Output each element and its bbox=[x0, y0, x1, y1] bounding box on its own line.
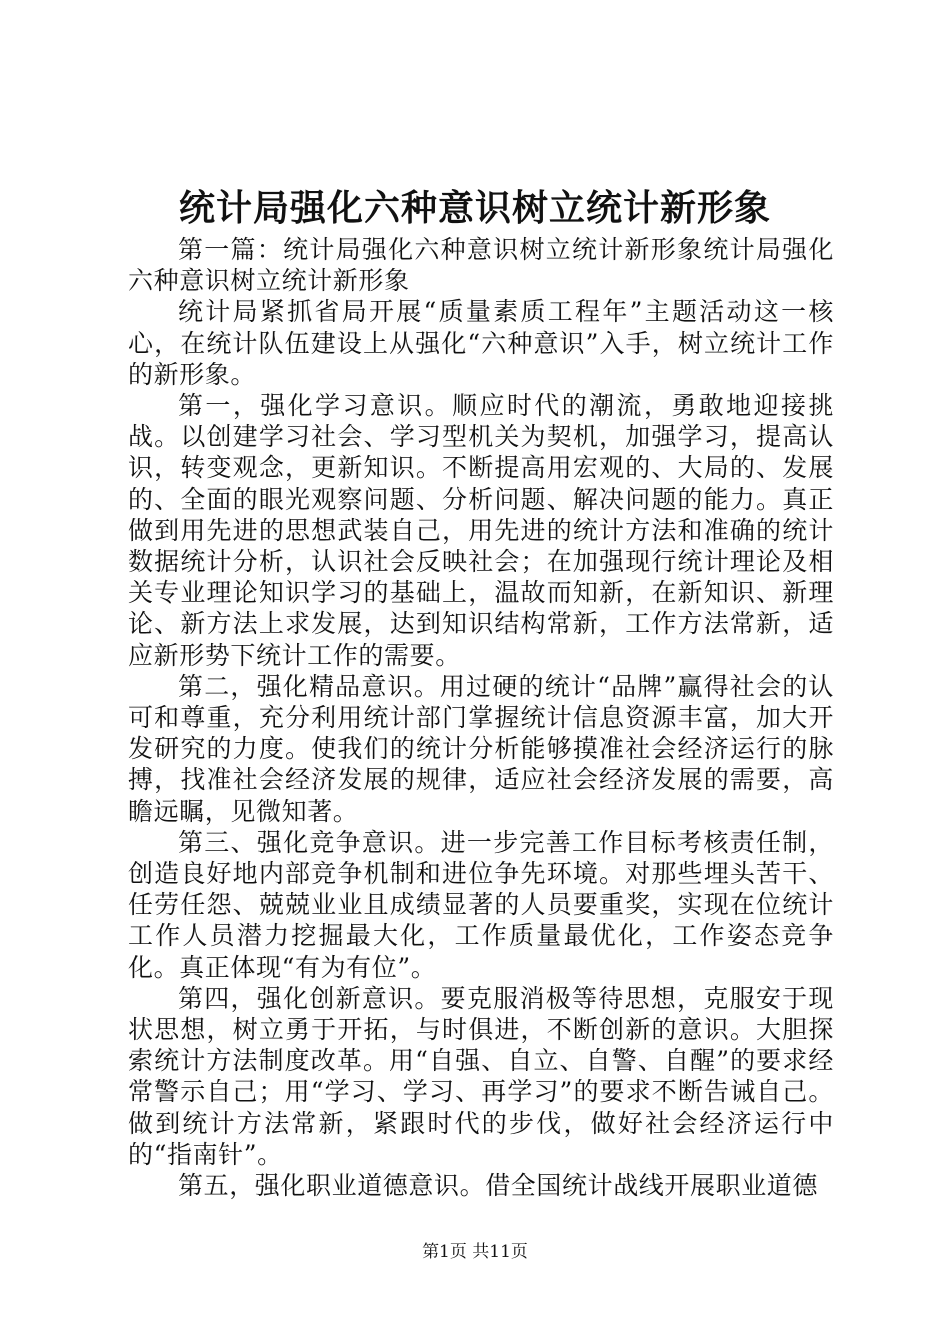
paragraph: 第三、强化竞争意识。进一步完善工作目标考核责任制，创造良好地内部竞争机制和进位争先环境。对那些埋头苦干、任劳任怨、兢兢业业且成绩显著的人员要重奖，实现在位统计工作人员潜力挖掘最大化，工作质量最优化，工作姿态竞争化。真正体现“有为有位”。 bbox=[128, 827, 834, 982]
paragraph: 统计局紧抓省局开展“质量素质工程年”主题活动这一核心，在统计队伍建设上从强化“六种意识”入手，树立统计工作的新形象。 bbox=[128, 297, 834, 389]
document-body bbox=[128, 234, 834, 1201]
paragraph: 第二，强化精品意识。用过硬的统计“品牌”赢得社会的认可和尊重，充分利用统计部门掌握统计信息资源丰富，加大开发研究的力度。使我们的统计分析能够摸准社会经济运行的脉搏，找准社会经济发展的规律，适应社会经济发展的需要，高瞻远瞩，见微知著。 bbox=[128, 671, 834, 826]
paragraph: 第五，强化职业道德意识。借全国统计战线开展职业道德 bbox=[178, 1171, 819, 1201]
paragraph: 第一，强化学习意识。顺应时代的潮流，勇敢地迎接挑战。以创建学习社会、学习型机关为契机，加强学习，提高认识，转变观念，更新知识。不断提高用宏观的、大局的、发展的、全面的眼光观察问题、分析问题、解决问题的能力。真正做到用先进的思想武装自己，用先进的统计方法和准确的统计数据统计分析，认识社会反映社会；在加强现行统计理论及相关专业理论知识学习的基础上，温故而知新，在新知识、新理论、新方法上求发展，达到知识结构常新，工作方法常新，适应新形势下统计工作的需要。 bbox=[128, 391, 834, 670]
paragraph: 第四，强化创新意识。要克服消极等待思想，克服安于现状思想，树立勇于开拓，与时俱进，不断创新的意识。大胆探索统计方法制度改革。用“自强、自立、自警、自醒”的要求经常警示自己；用“学习、学习、再学习”的要求不断告诫自己。做到统计方法常新，紧跟时代的步伐，做好社会经济运行中的“指南针”。 bbox=[128, 983, 834, 1169]
page-number-footer: 第1页 共11页 bbox=[422, 1242, 528, 1262]
document-title: 统计局强化六种意识树立统计新形象 bbox=[178, 187, 771, 229]
paragraph: 第一篇：统计局强化六种意识树立统计新形象统计局强化六种意识树立统计新形象 bbox=[128, 235, 834, 296]
